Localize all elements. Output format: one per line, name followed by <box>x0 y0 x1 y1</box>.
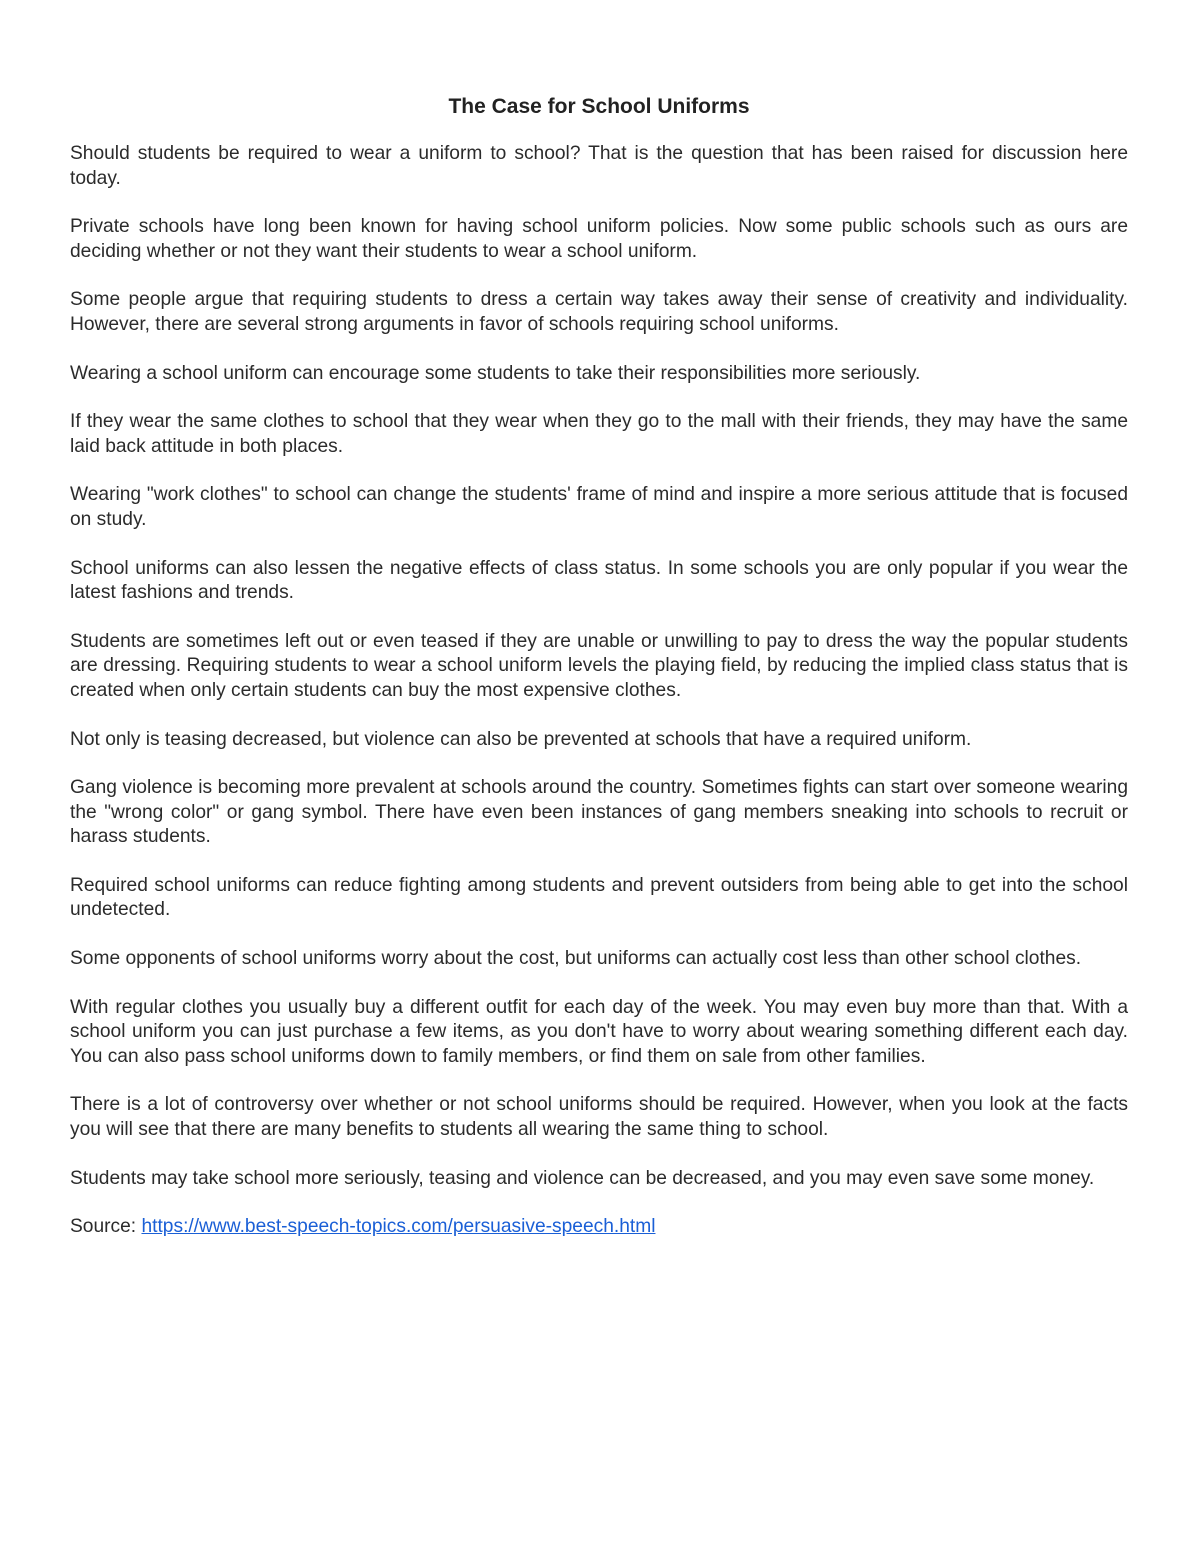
paragraph-13: With regular clothes you usually buy a different outfit for each day of the week. You may even buy more than that. With a school uniform you can just purchase a few items, as you don't have to worry about wearing something different each day. You can also pass school uniforms down to family members, or find them on sale from other families. <box>70 996 1128 1067</box>
paragraph-5: If they wear the same clothes to school that they wear when they go to the mall with their friends, they may have the same laid back attitude in both places. <box>70 411 1128 457</box>
paragraph-8: Students are sometimes left out or even teased if they are unable or unwilling to pay to dress the way the popular students are dressing. Requiring students to wear a school uniform levels the playing field, by reducing the implied class status that is created when only certain students can buy the most expensive clothes. <box>70 630 1128 701</box>
paragraph-2: Private schools have long been known for having school uniform policies. Now some public schools such as ours are deciding whether or not they want their students to wear a school uniform. <box>70 216 1128 262</box>
source-label: Source: <box>70 1216 142 1238</box>
source-link[interactable]: https://www.best-speech-topics.com/persuasive-speech.html <box>141 1216 656 1238</box>
source-line <box>70 1215 1128 1240</box>
paragraph-9: Not only is teasing decreased, but violence can also be prevented at schools that have a required uniform. <box>70 728 972 750</box>
paragraph-12: Some opponents of school uniforms worry about the cost, but uniforms can actually cost less than other school clothes. <box>70 948 1082 970</box>
paragraph-10: Gang violence is becoming more prevalent at schools around the country. Sometimes fights can start over someone wearing the "wrong color" or gang symbol. There have even been instances of gang members sneaking into schools to recruit or harass students. <box>70 777 1128 848</box>
document-title: The Case for School Uniforms <box>448 95 750 118</box>
paragraph-15: Students may take school more seriously, teasing and violence can be decreased, and you may even save some money. <box>70 1167 1095 1189</box>
document-page <box>70 92 1128 1264</box>
paragraph-3: Some people argue that requiring students to dress a certain way takes away their sense of creativity and individuality. However, there are several strong arguments in favor of schools requiring school uniforms. <box>70 289 1128 335</box>
paragraph-1: Should students be required to wear a uniform to school? That is the question that has been raised for discussion here today. <box>70 143 1128 189</box>
paragraph-4: Wearing a school uniform can encourage some students to take their responsibilities more seriously. <box>70 362 921 384</box>
paragraph-11: Required school uniforms can reduce fighting among students and prevent outsiders from being able to get into the school undetected. <box>70 874 1128 921</box>
paragraph-14: There is a lot of controversy over whether or not school uniforms should be required. However, when you look at the facts you will see that there are many benefits to students all wearing the same thing to school. <box>70 1094 1128 1141</box>
paragraph-6: Wearing "work clothes" to school can change the students' frame of mind and inspire a more serious attitude that is focused on study. <box>70 484 1128 530</box>
paragraph-7: School uniforms can also lessen the negative effects of class status. In some schools you are only popular if you wear the latest fashions and trends. <box>70 557 1128 604</box>
